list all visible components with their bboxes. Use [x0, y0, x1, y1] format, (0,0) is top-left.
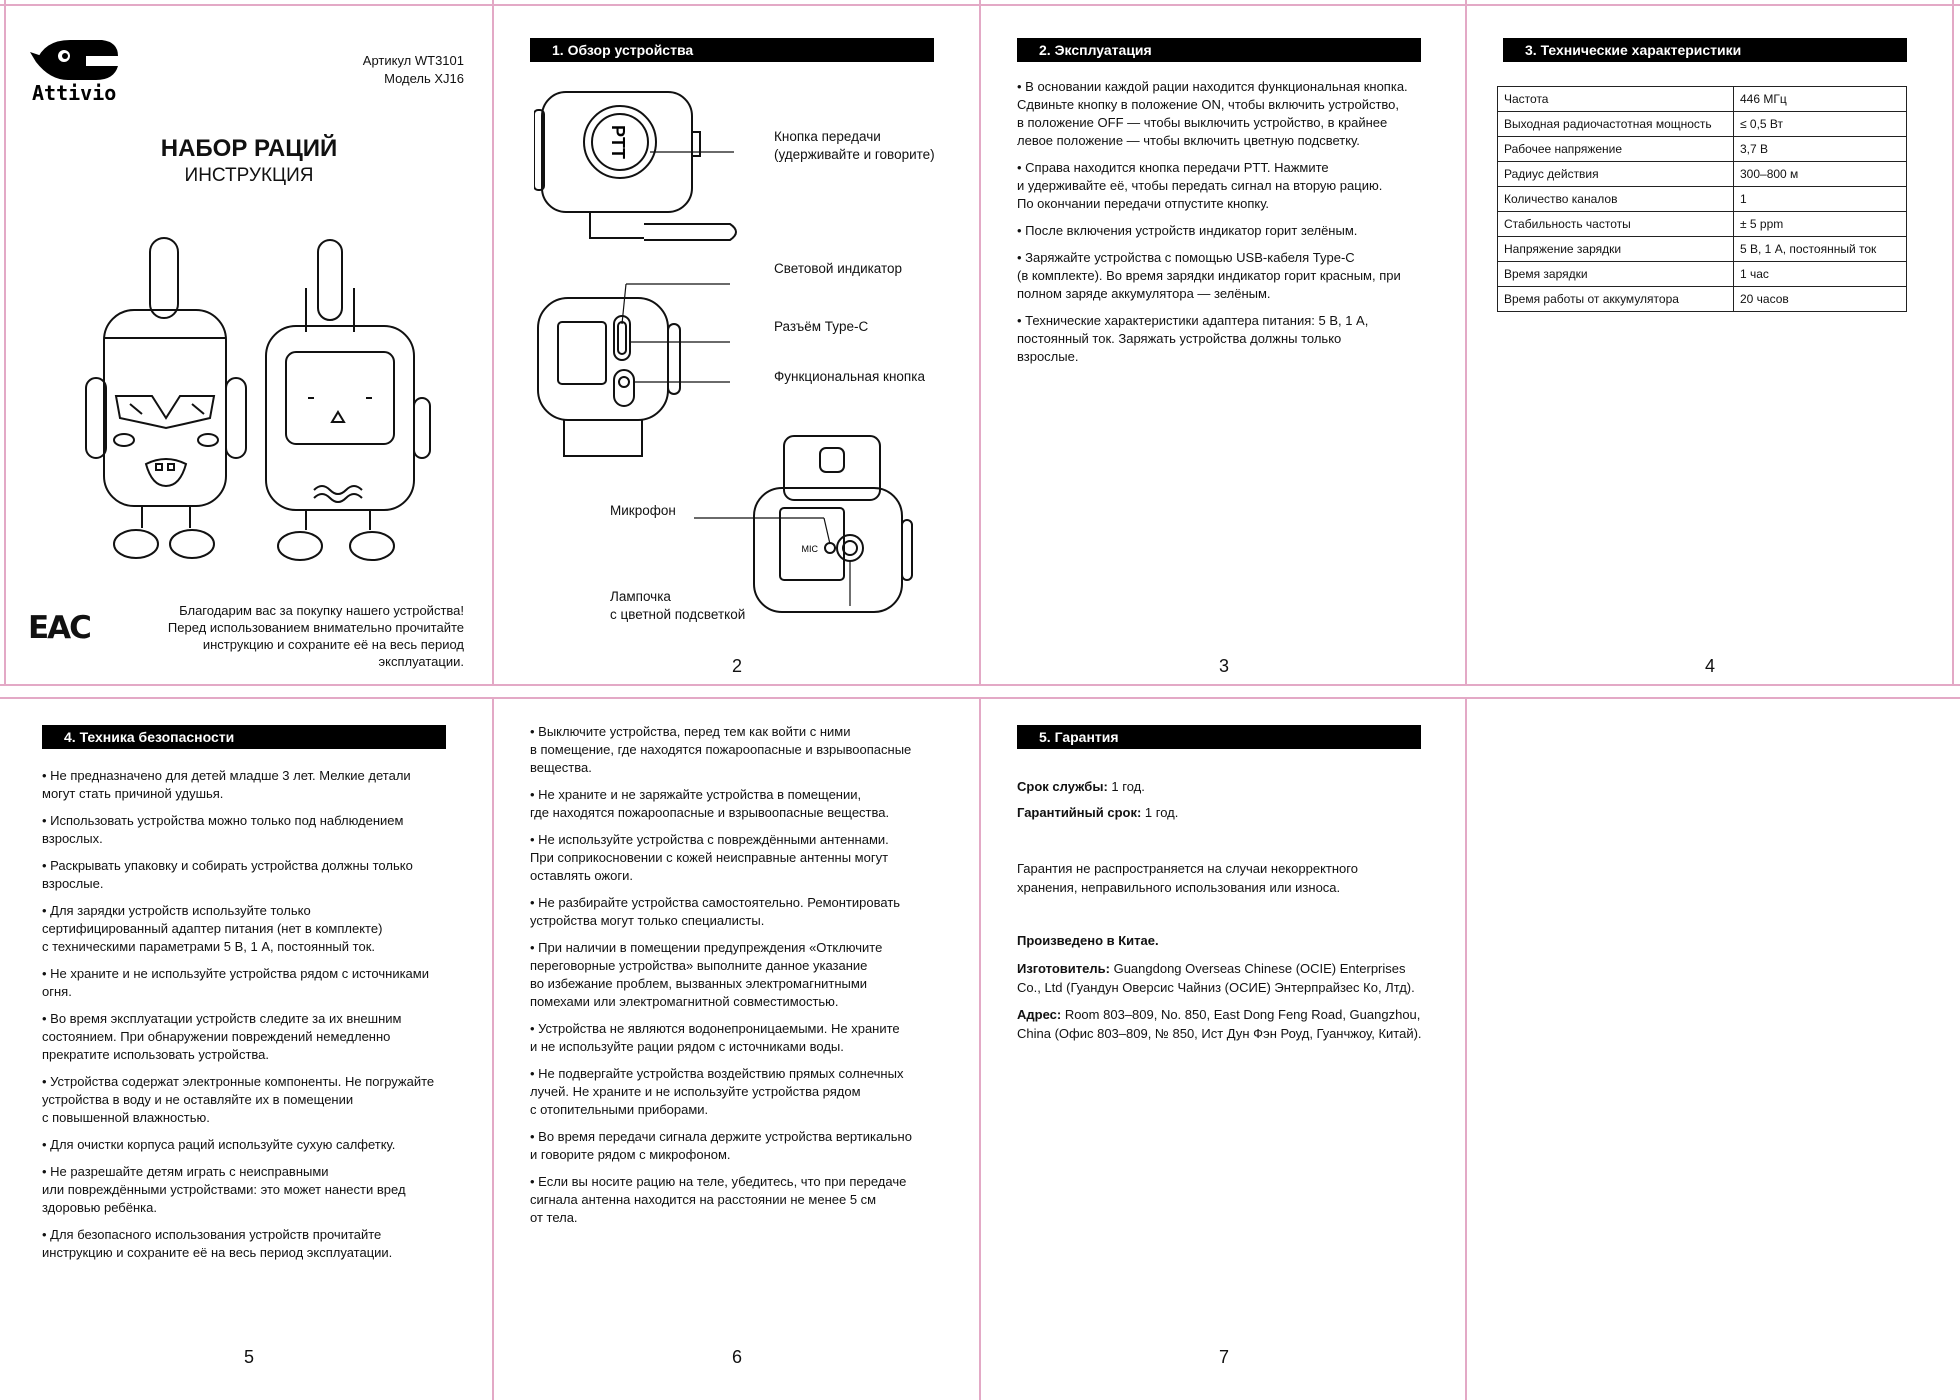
- table-row: [1498, 262, 1907, 287]
- list-item-line: Сдвиньте кнопку в положение ON, чтобы включить устройство,: [1017, 97, 1400, 112]
- brand-logo: [30, 30, 130, 100]
- list-item-line: в положение OFF — чтобы выключить устройство, в крайнее: [1017, 115, 1388, 130]
- indicator-label: Световой индикатор: [774, 261, 903, 276]
- list-item-line: состоянием. При обнаружении повреждений немедленно: [42, 1029, 391, 1044]
- list-item-line: • После включения устройств индикатор горит зелёным.: [1017, 223, 1358, 238]
- list-item: [42, 1010, 472, 1064]
- spec-value: ± 5 ppm: [1734, 212, 1907, 237]
- list-item-line: • Не используйте устройства с повреждёнными антеннами.: [530, 832, 889, 847]
- cover-note-line: эксплуатации.: [378, 654, 464, 669]
- svg-text:Attivio: Attivio: [32, 81, 117, 100]
- cover-title: НАБОР РАЦИЙ: [160, 135, 338, 162]
- list-item: [1017, 249, 1447, 303]
- list-item-line: и удерживайте её, чтобы передать сигнал на вторую рацию.: [1017, 178, 1383, 193]
- list-item-line: и говорите рядом с микрофоном.: [530, 1147, 731, 1162]
- section-title: 4. Техника безопасности: [42, 725, 446, 749]
- warranty-panel: [981, 699, 1467, 1399]
- spec-name: Напряжение зарядки: [1498, 237, 1734, 262]
- list-item: [42, 1136, 472, 1154]
- spec-value: 3,7 В: [1734, 137, 1907, 162]
- list-item-line: устройства могут только специалисты.: [530, 913, 765, 928]
- list-item-line: полном заряде аккумулятора — зелёным.: [1017, 286, 1271, 301]
- page-number: 6: [731, 1347, 742, 1367]
- list-item: [530, 831, 960, 885]
- list-item-line: • В основании каждой рации находится функциональная кнопка.: [1017, 79, 1408, 94]
- list-item: [1017, 222, 1447, 240]
- list-item-line: с повышенной влажностью.: [42, 1110, 210, 1125]
- list-item-line: оставлять ожоги.: [530, 868, 633, 883]
- table-row: [1498, 112, 1907, 137]
- list-item-line: от тела.: [530, 1210, 578, 1225]
- table-row: [1498, 87, 1907, 112]
- spec-value: 20 часов: [1734, 287, 1907, 312]
- svg-text:MIC: MIC: [801, 544, 818, 554]
- spec-value: 1 час: [1734, 262, 1907, 287]
- spec-value: 1: [1734, 187, 1907, 212]
- list-item-line: • Выключите устройства, перед тем как войти с ними: [530, 724, 851, 739]
- article-number: Артикул WT3101: [362, 53, 464, 68]
- overview-panel: [494, 6, 980, 691]
- list-item-line: • Использовать устройства можно только под наблюдением: [42, 813, 404, 828]
- list-item-line: инструкцию и сохраните её на весь период эксплуатации.: [42, 1245, 393, 1260]
- list-item-line: • Устройства не являются водонепроницаемыми. Не храните: [530, 1021, 900, 1036]
- cover-subtitle: ИНСТРУКЦИЯ: [184, 165, 314, 186]
- table-row: [1498, 187, 1907, 212]
- page-number: 5: [243, 1347, 254, 1367]
- spec-name: Время зарядки: [1498, 262, 1734, 287]
- manufacturer: Изготовитель: Guangdong Overseas Chinese (OCIE) Enterprises Co., Ltd (Гуандун Оверсис Чайниз (ОСИЕ) Энтерпрайзес Ко, Лтд).: [1017, 961, 1415, 995]
- list-item-line: При соприкосновении с кожей неисправные антенны могут: [530, 850, 889, 865]
- list-item: [530, 1173, 960, 1227]
- spec-name: Время работы от аккумулятора: [1498, 287, 1734, 312]
- list-item: [42, 1073, 472, 1127]
- list-item: [530, 894, 960, 930]
- list-item-line: • Не разбирайте устройства самостоятельно. Ремонтировать: [530, 895, 901, 910]
- page-number: 3: [1218, 656, 1229, 676]
- cover-note-line: Перед использованием внимательно прочитайте: [167, 620, 464, 635]
- table-row: [1498, 287, 1907, 312]
- walkie-talkies-illustration: [80, 228, 432, 578]
- list-item: [42, 767, 472, 803]
- list-item-line: где находятся пожароопасные и взрывоопасные вещества.: [530, 805, 890, 820]
- cover-panel: [6, 6, 492, 691]
- table-row: [1498, 162, 1907, 187]
- spec-name: Стабильность частоты: [1498, 212, 1734, 237]
- table-row: [1498, 212, 1907, 237]
- table-row: [1498, 137, 1907, 162]
- safety-panel: [6, 699, 492, 1399]
- spec-name: Частота: [1498, 87, 1734, 112]
- list-item-line: лучей. Не храните и не используйте устройства рядом: [530, 1084, 861, 1099]
- list-item-line: (в комплекте). Во время зарядки индикатор горит красным, при: [1017, 268, 1401, 283]
- list-item-line: • Для зарядки устройств используйте только: [42, 903, 311, 918]
- warranty-disclaimer: Гарантия не распространяется на случаи некорректного хранения, неправильного использования или износа.: [1017, 861, 1358, 895]
- safety-continued-list: [530, 723, 960, 1236]
- list-item: [530, 1065, 960, 1119]
- page-number: 2: [731, 656, 742, 676]
- spec-value: 300–800 м: [1734, 162, 1907, 187]
- cover-note-line: инструкцию и сохраните её на весь период: [202, 637, 464, 652]
- device-diagram: [534, 80, 974, 640]
- list-item-line: в помещение, где находятся пожароопасные и взрывоопасные: [530, 742, 912, 757]
- table-row: [1498, 237, 1907, 262]
- spec-value: 446 МГц: [1734, 87, 1907, 112]
- operation-list: [1017, 78, 1447, 375]
- list-item-line: • Не храните и не заряжайте устройства в помещении,: [530, 787, 862, 802]
- specs-panel: [1467, 6, 1953, 691]
- list-item-line: взрослые.: [1017, 349, 1079, 364]
- list-item-line: • Не подвергайте устройства воздействию прямых солнечных: [530, 1066, 904, 1081]
- list-item-line: • Не предназначено для детей младше 3 лет. Мелкие детали: [42, 768, 411, 783]
- spec-value: ≤ 0,5 Вт: [1734, 112, 1907, 137]
- list-item-line: • Во время передачи сигнала держите устройства вертикально: [530, 1129, 912, 1144]
- list-item-line: могут стать причиной удушья.: [42, 786, 224, 801]
- list-item-line: • Для очистки корпуса раций используйте сухую салфетку.: [42, 1137, 396, 1152]
- list-item-line: • Не храните и не используйте устройства рядом с источниками: [42, 966, 429, 981]
- list-item: [42, 965, 472, 1001]
- spec-name: Выходная радиочастотная мощность: [1498, 112, 1734, 137]
- page-number: 4: [1704, 656, 1715, 676]
- spec-name: Рабочее напряжение: [1498, 137, 1734, 162]
- thanks-text: Благодарим вас за покупку нашего устройства!: [179, 603, 464, 618]
- list-item-line: устройства в воду и не оставляйте их в помещении: [42, 1092, 354, 1107]
- specs-table: [1497, 86, 1907, 312]
- list-item-line: • Технические характеристики адаптера питания: 5 В, 1 А,: [1017, 313, 1369, 328]
- list-item-line: взрослые.: [42, 876, 104, 891]
- spec-name: Количество каналов: [1498, 187, 1734, 212]
- page-number: 7: [1218, 1347, 1229, 1367]
- list-item-line: • При наличии в помещении предупреждения «Отключите: [530, 940, 883, 955]
- list-item-line: сигнала антенна находится на расстоянии не менее 5 см: [530, 1192, 877, 1207]
- eac-mark: ЕАС: [28, 610, 90, 646]
- microphone-label: Микрофон: [610, 503, 676, 518]
- list-item-line: постоянный ток. Заряжать устройства должны только: [1017, 331, 1342, 346]
- list-item-line: • Если вы носите рацию на теле, убедитесь, что при передаче: [530, 1174, 907, 1189]
- list-item-line: левое положение — чтобы включить цветную подсветку.: [1017, 133, 1360, 148]
- list-item-line: переговорные устройства» выполните данное указание: [530, 958, 868, 973]
- section-title: 1. Обзор устройства: [530, 38, 934, 62]
- list-item: [42, 902, 472, 956]
- list-item: [42, 812, 472, 848]
- model-number: Модель XJ16: [384, 71, 464, 86]
- list-item: [42, 1163, 472, 1217]
- list-item: [1017, 159, 1447, 213]
- list-item: [42, 1226, 472, 1262]
- list-item-line: • Не разрешайте детям играть с неисправными: [42, 1164, 329, 1179]
- list-item-line: прекратите использовать устройства.: [42, 1047, 270, 1062]
- list-item-line: помехами или электромагнитной совместимостью.: [530, 994, 839, 1009]
- ptt-label: Кнопка передачи (удерживайте и говорите): [774, 129, 935, 162]
- address: Адрес: Room 803–809, No. 850, East Dong Feng Road, Guangzhou, China (Офис 803–809, № 850, Ист Дун Фэн Роуд, Гуанчжоу, Китай).: [1017, 1007, 1422, 1041]
- svg-text:PTT: PTT: [608, 125, 628, 159]
- list-item-line: • Устройства содержат электронные компоненты. Не погружайте: [42, 1074, 435, 1089]
- list-item-line: • Во время эксплуатации устройств следите за их внешним: [42, 1011, 402, 1026]
- spec-value: 5 В, 1 А, постоянный ток: [1734, 237, 1907, 262]
- list-item-line: • Раскрывать упаковку и собирать устройства должны только: [42, 858, 413, 873]
- lamp-label: Лампочка с цветной подсветкой: [610, 589, 746, 622]
- type-c-label: Разъём Type-C: [774, 319, 869, 334]
- function-button-label: Функциональная кнопка: [774, 369, 925, 384]
- list-item-line: здоровью ребёнка.: [42, 1200, 157, 1215]
- spec-name: Радиус действия: [1498, 162, 1734, 187]
- list-item: [530, 1128, 960, 1164]
- list-item-line: По окончании передачи отпустите кнопку.: [1017, 196, 1270, 211]
- list-item-line: • Справа находится кнопка передачи PTT. Нажмите: [1017, 160, 1329, 175]
- list-item: [530, 786, 960, 822]
- list-item-line: • Заряжайте устройства с помощью USB-кабеля Type-C: [1017, 250, 1355, 265]
- list-item-line: с отопительными приборами.: [530, 1102, 709, 1117]
- list-item: [42, 857, 472, 893]
- list-item: [1017, 312, 1447, 366]
- list-item-line: огня.: [42, 984, 72, 999]
- made-in: Произведено в Китае.: [1017, 933, 1159, 948]
- list-item: [530, 939, 960, 1011]
- section-title: 2. Эксплуатация: [1017, 38, 1421, 62]
- list-item-line: взрослых.: [42, 831, 103, 846]
- list-item-line: с техническими параметрами 5 В, 1 А, постоянный ток.: [42, 939, 375, 954]
- operation-panel: [981, 6, 1467, 691]
- list-item-line: вещества.: [530, 760, 592, 775]
- safety-continued-panel: [494, 699, 980, 1399]
- warranty-term: Гарантийный срок: 1 год.: [1017, 805, 1179, 820]
- list-item-line: • Для безопасного использования устройств прочитайте: [42, 1227, 382, 1242]
- section-title: 5. Гарантия: [1017, 725, 1421, 749]
- list-item: [530, 1020, 960, 1056]
- list-item-line: сертифицированный адаптер питания (нет в комплекте): [42, 921, 383, 936]
- list-item: [530, 723, 960, 777]
- section-title: 3. Технические характеристики: [1503, 38, 1907, 62]
- list-item: [1017, 78, 1447, 150]
- list-item-line: или повреждёнными устройствами: это может нанести вред: [42, 1182, 406, 1197]
- list-item-line: во избежание проблем, вызванных электромагнитными: [530, 976, 868, 991]
- list-item-line: и не используйте рации рядом с источниками воды.: [530, 1039, 844, 1054]
- safety-list: [42, 767, 472, 1271]
- service-life: Срок службы: 1 год.: [1017, 779, 1145, 794]
